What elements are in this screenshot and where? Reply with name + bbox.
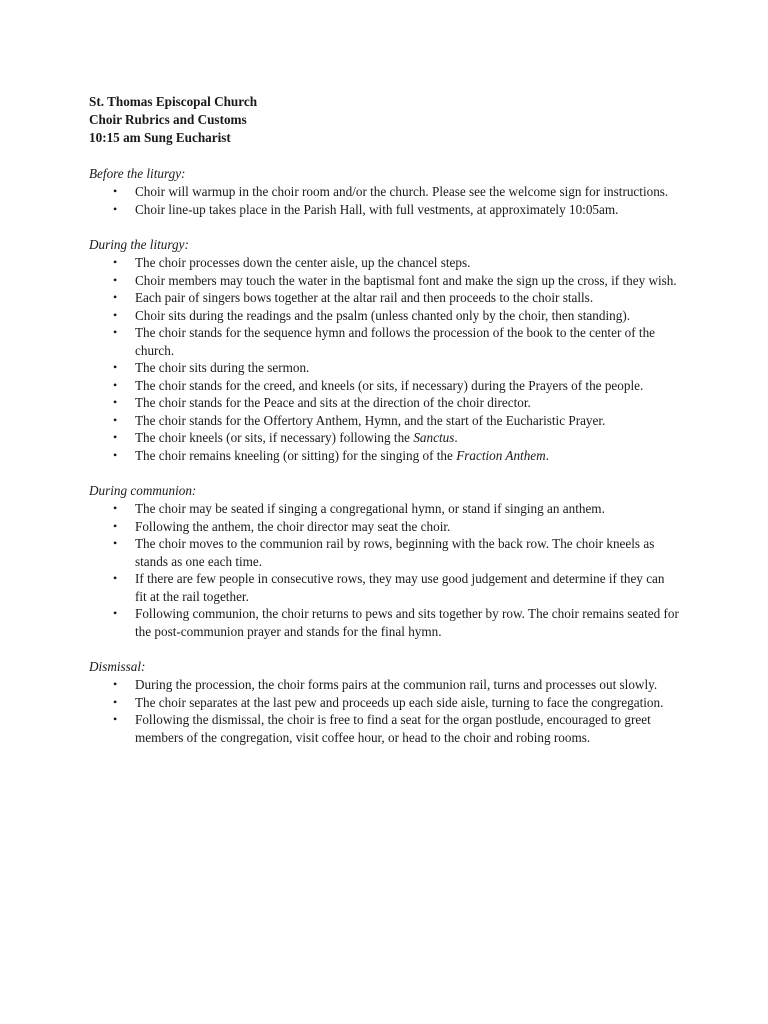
list-item: • Choir members may touch the water in the baptismal font and make the sign up the cross, if they wish. — [113, 272, 677, 288]
document-header — [89, 93, 679, 147]
bullet-icon: • — [113, 325, 118, 339]
list-item: • Following the dismissal, the choir is free to find a seat for the organ postlude, encouraged to greet members of the congregation, visit coffee hour, or head to the choir and robing rooms. — [113, 712, 651, 745]
bullet-icon: • — [113, 290, 118, 304]
emphasis-sanctus: Sanctus — [413, 430, 455, 445]
list-item: • The choir stands for the sequence hymn and follows the procession of the book to the center of the church. — [113, 325, 656, 358]
bullet-icon: • — [113, 571, 118, 585]
bullet-icon: • — [113, 694, 118, 709]
bullet-icon: • — [113, 184, 118, 198]
bullet-icon: • — [113, 536, 118, 550]
section-during-communion — [89, 482, 679, 640]
list-item: • Following the anthem, the choir director may seat the choir. — [113, 518, 451, 534]
service-time: 10:15 am Sung Eucharist — [89, 130, 231, 145]
section-title: During communion: — [89, 483, 197, 498]
section-title: Dismissal: — [89, 659, 146, 674]
bullet-list — [89, 254, 679, 464]
bullet-icon: • — [113, 307, 118, 322]
list-item: • The choir stands for the Offertory Anthem, Hymn, and the start of the Eucharistic Prayer. — [113, 412, 606, 428]
list-item: • The choir stands for the Peace and sits at the direction of the choir director. — [113, 395, 531, 410]
list-item: • The choir processes down the center aisle, up the chancel steps. — [113, 255, 471, 270]
list-item: • Choir sits during the readings and the psalm (unless chanted only by the choir, then standing). — [113, 307, 631, 323]
bullet-icon: • — [113, 377, 118, 392]
bullet-icon: • — [113, 430, 118, 444]
list-item: • If there are few people in consecutive rows, they may use good judgement and determine if they can fit at the rail together. — [113, 571, 665, 604]
bullet-icon: • — [113, 255, 118, 269]
list-item: • Choir line-up takes place in the Parish Hall, with full vestments, at approximately 10:05am. — [113, 201, 619, 217]
list-item: • Following communion, the choir returns to pews and sits together by row. The choir remains seated for the post-communion prayer and stands for the final hymn. — [113, 606, 679, 639]
bullet-icon: • — [113, 201, 118, 216]
church-name: St. Thomas Episcopal Church — [89, 94, 258, 109]
bullet-icon: • — [113, 677, 118, 691]
list-item: • Choir will warmup in the choir room and/or the church. Please see the welcome sign for instructions. — [113, 184, 669, 199]
list-item: • Each pair of singers bows together at the altar rail and then proceeds to the choir stalls. — [113, 290, 594, 305]
bullet-icon: • — [113, 501, 118, 515]
bullet-list — [89, 676, 679, 746]
section-before-liturgy — [89, 165, 679, 218]
list-item: • The choir separates at the last pew and proceeds up each side aisle, turning to face the congregation. — [113, 694, 664, 710]
section-dismissal — [89, 658, 679, 746]
list-item: • The choir remains kneeling (or sitting) for the singing of the Fraction Anthem. — [113, 447, 549, 463]
list-item: • The choir kneels (or sits, if necessary) following the Sanctus. — [113, 430, 458, 445]
bullet-list — [89, 183, 679, 218]
bullet-icon: • — [113, 360, 118, 374]
bullet-icon: • — [113, 712, 118, 726]
list-item: • The choir stands for the creed, and kneels (or sits, if necessary) during the Prayers of the people. — [113, 377, 644, 393]
emphasis-fraction-anthem: Fraction Anthem — [456, 447, 546, 463]
bullet-icon: • — [113, 606, 118, 620]
bullet-icon: • — [113, 272, 118, 287]
list-item: • The choir sits during the sermon. — [113, 360, 310, 375]
bullet-icon: • — [113, 412, 118, 427]
bullet-icon: • — [113, 518, 118, 533]
section-during-liturgy — [89, 236, 679, 464]
list-item: • The choir moves to the communion rail by rows, beginning with the back row. The choir kneels as stands as one each time. — [113, 536, 655, 569]
document-title: Choir Rubrics and Customs — [89, 112, 247, 127]
list-item: • The choir may be seated if singing a congregational hymn, or stand if singing an anthem. — [113, 501, 605, 516]
document-page — [89, 93, 679, 746]
section-title: Before the liturgy: — [89, 166, 186, 181]
section-title: During the liturgy: — [89, 237, 189, 252]
bullet-icon: • — [113, 447, 118, 462]
list-item: • During the procession, the choir forms pairs at the communion rail, turns and processes out slowly. — [113, 677, 658, 692]
bullet-list — [89, 500, 679, 640]
bullet-icon: • — [113, 395, 118, 409]
